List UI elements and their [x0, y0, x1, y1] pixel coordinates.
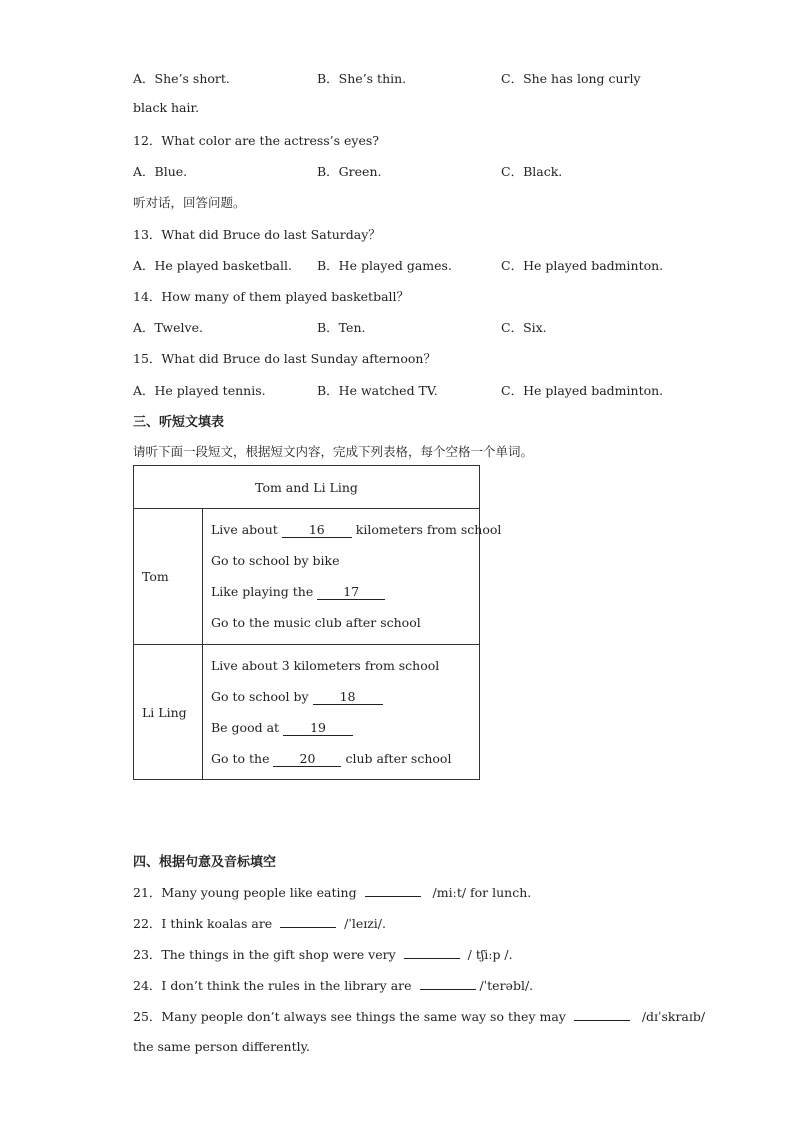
- q14-option-c: C．Six.: [501, 320, 547, 335]
- tom-r1-post: kilometers from school: [355, 522, 502, 537]
- blank-16[interactable]: 16: [282, 523, 352, 538]
- q11-option-c-continued: black hair.: [133, 100, 200, 115]
- q15-option-b: B．He watched TV.: [317, 383, 438, 398]
- blank-17[interactable]: 17: [317, 585, 385, 600]
- q21-blank[interactable]: [365, 896, 421, 897]
- tom-r1-pre: Live about: [211, 522, 278, 537]
- tom-row-3: [211, 584, 385, 600]
- q21-phonetic: /miːt/ for lunch.: [432, 885, 532, 900]
- li-r3-pre: Be good at: [211, 720, 280, 735]
- q24-phonetic: /ˈterəbl/.: [479, 978, 534, 993]
- tom-row-1: [211, 522, 501, 538]
- q25: [133, 1007, 705, 1025]
- section3-instruction: 请听下面一段短文，根据短文内容，完成下列表格，每个空格一个单词。: [133, 444, 534, 459]
- q11-option-b: B．She’s thin.: [317, 71, 407, 86]
- q12-option-b: B．Green.: [317, 164, 382, 179]
- li-r4-post: club after school: [345, 751, 452, 766]
- blank-19[interactable]: 19: [283, 721, 353, 736]
- q23: [133, 945, 513, 963]
- q24-text: 24．I don’t think the rules in the library are: [133, 978, 412, 993]
- li-row-4: [211, 751, 451, 767]
- blank-20[interactable]: 20: [273, 752, 341, 767]
- section3-title: 三、听短文填表: [133, 415, 225, 430]
- q13-option-c: C．He played badminton.: [501, 258, 664, 273]
- q12-option-c: C．Black.: [501, 164, 563, 179]
- q25-blank[interactable]: [574, 1020, 630, 1021]
- listening-fill-table: [133, 465, 502, 780]
- tom-name: Tom: [142, 569, 169, 584]
- q15-question: 15．What did Bruce do last Sunday afternoon？: [133, 351, 436, 366]
- tom-row-2: Go to school by bike: [211, 553, 340, 568]
- tom-name-cell: [134, 509, 203, 645]
- li-r2-pre: Go to school by: [211, 689, 309, 704]
- q14-question: 14．How many of them played basketball？: [133, 289, 410, 304]
- q23-phonetic: / tʃiːp /.: [467, 947, 513, 962]
- dialog-instruction: 听对话，回答问题。: [133, 195, 246, 210]
- q14-option-b: B．Ten.: [317, 320, 366, 335]
- q11-option-c: C．She has long curly: [501, 71, 641, 86]
- q15-option-a: A．He played tennis.: [133, 383, 266, 398]
- q23-blank[interactable]: [404, 958, 460, 959]
- q22-blank[interactable]: [280, 927, 336, 928]
- q21: [133, 883, 531, 901]
- q13-option-a: A．He played basketball.: [133, 258, 292, 273]
- q15-option-c: C．He played badminton.: [501, 383, 664, 398]
- li-row-2: [211, 689, 383, 705]
- li-details-cell: [203, 645, 480, 780]
- tom-r3-pre: Like playing the: [211, 584, 314, 599]
- q22-text: 22．I think koalas are: [133, 916, 273, 931]
- q22-phonetic: /ˈleɪzi/.: [344, 916, 386, 931]
- li-name-cell: [134, 645, 203, 780]
- blank-18[interactable]: 18: [313, 690, 383, 705]
- q11-option-a: A．She’s short.: [133, 71, 230, 86]
- q21-text: 21．Many young people like eating: [133, 885, 357, 900]
- tom-row-4: Go to the music club after school: [211, 615, 421, 630]
- q24: [133, 976, 533, 994]
- q24-blank[interactable]: [420, 989, 476, 990]
- q25-phonetic: /dɪˈskraɪb/: [641, 1009, 706, 1024]
- q14-option-a: A．Twelve.: [133, 320, 203, 335]
- q22: [133, 914, 386, 932]
- q25-text: 25．Many people don’t always see things the same way so they may: [133, 1009, 566, 1024]
- q12-question: 12．What color are the actress’s eyes?: [133, 133, 380, 148]
- q13-option-b: B．He played games.: [317, 258, 452, 273]
- q25-continued: the same person differently.: [133, 1039, 310, 1054]
- section4-title: 四、根据句意及音标填空: [133, 855, 277, 870]
- q23-text: 23．The things in the gift shop were very: [133, 947, 396, 962]
- li-name: Li Ling: [142, 704, 187, 720]
- li-row-3: [211, 720, 353, 736]
- tom-details-cell: [203, 509, 502, 645]
- q13-question: 13．What did Bruce do last Saturday？: [133, 227, 381, 242]
- li-r4-pre: Go to the: [211, 751, 270, 766]
- table-header: [134, 466, 480, 509]
- table-header-text: Tom and Li Ling: [255, 479, 358, 495]
- q12-option-a: A．Blue.: [133, 164, 188, 179]
- li-row-1: Live about 3 kilometers from school: [211, 658, 440, 673]
